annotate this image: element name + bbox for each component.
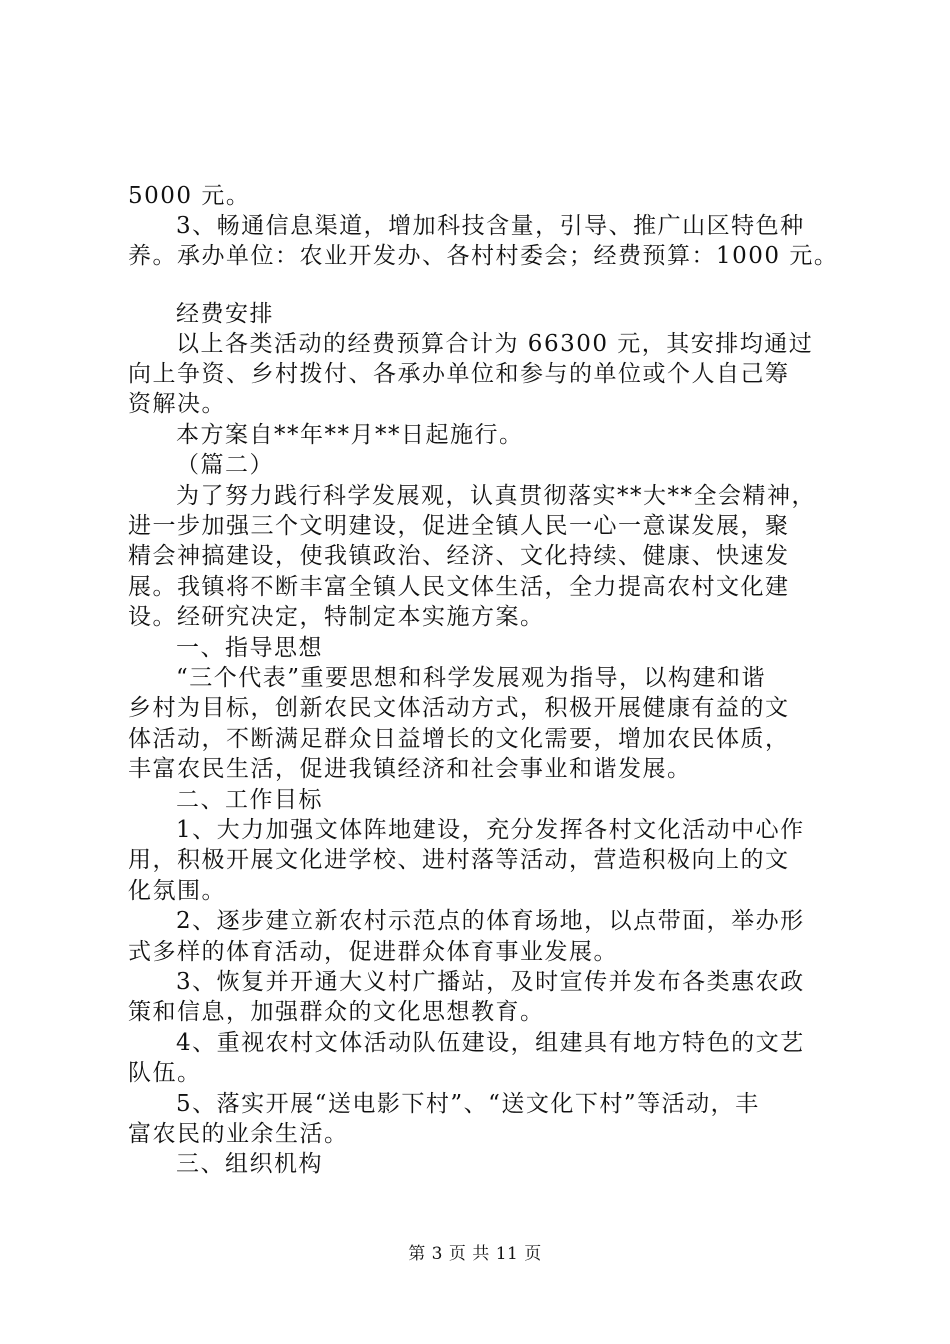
text-line: 策和信息，加强群众的文化思想教育。	[128, 999, 545, 1025]
text-line: 以上各类活动的经费预算合计为 66300 元，其安排均通过	[176, 331, 814, 357]
text-line: 设。经研究决定，特制定本实施方案。	[128, 604, 545, 630]
text-line: 5、落实开展“送电影下村”、“送文化下村”等活动，丰	[176, 1091, 760, 1117]
text-line: 养。承办单位：农业开发办、各村村委会；经费预算：1000 元。	[128, 243, 839, 269]
text-line: 为了努力践行科学发展观，认真贯彻落实**大**全会精神，	[176, 483, 816, 509]
text-line: 用，积极开展文化进学校、进村落等活动，营造积极向上的文	[128, 847, 790, 873]
text-line: “三个代表”重要思想和科学发展观为指导，以构建和谐	[176, 665, 767, 691]
text-line: 本方案自**年**月**日起施行。	[176, 422, 524, 448]
text-line: 丰富农民生活，促进我镇经济和社会事业和谐发展。	[128, 756, 692, 782]
text-line: 精会神搞建设，使我镇政治、经济、文化持续、健康、快速发	[128, 543, 790, 569]
text-line: 3、恢复并开通大义村广播站，及时宣传并发布各类惠农政	[176, 969, 805, 995]
text-line: 1、大力加强文体阵地建设，充分发挥各村文化活动中心作	[176, 817, 805, 843]
text-line: 进一步加强三个文明建设，促进全镇人民一心一意谋发展，聚	[128, 513, 790, 539]
text-line: 2、逐步建立新农村示范点的体育场地，以点带面，举办形	[176, 908, 805, 934]
section-heading: 经费安排	[176, 301, 274, 327]
text-line: 展。我镇将不断丰富全镇人民文体生活，全力提高农村文化建	[128, 574, 790, 600]
section-heading: 一、指导思想	[176, 635, 323, 661]
text-line: 4、重视农村文体活动队伍建设，组建具有地方特色的文艺	[176, 1030, 805, 1056]
text-line: 富农民的业余生活。	[128, 1121, 349, 1147]
text-line: 式多样的体育活动，促进群众体育事业发展。	[128, 939, 618, 965]
text-line: 队伍。	[128, 1060, 202, 1086]
text-line: 5000 元。	[128, 183, 251, 209]
text-line: 向上争资、乡村拨付、各承办单位和参与的单位或个人自己筹	[128, 361, 790, 387]
section-heading: （篇二）	[176, 452, 274, 478]
section-heading: 二、工作目标	[176, 787, 323, 813]
text-line: 乡村为目标，创新农民文体活动方式，积极开展健康有益的文	[128, 695, 790, 721]
text-line: 体活动，不断满足群众日益增长的文化需要，增加农民体质，	[128, 726, 790, 752]
page-number-footer: 第 3 页 共 11 页	[408, 1244, 542, 1264]
text-line: 3、畅通信息渠道，增加科技含量，引导、推广山区特色种	[176, 213, 805, 239]
text-line: 化氛围。	[128, 878, 226, 904]
text-line: 资解决。	[128, 391, 226, 417]
section-heading: 三、组织机构	[176, 1151, 323, 1177]
